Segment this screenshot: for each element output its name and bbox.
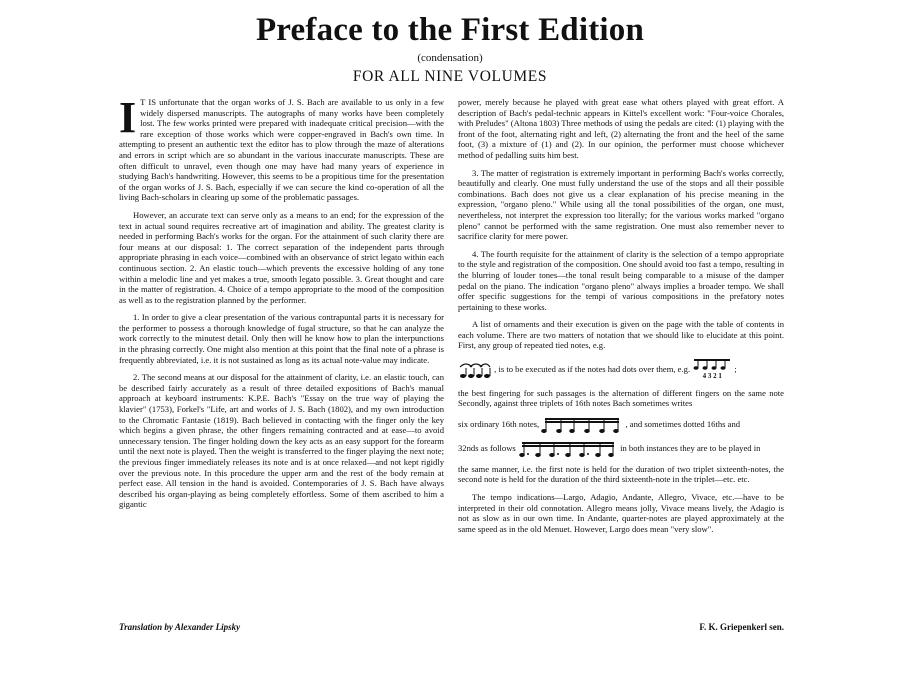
drop-cap: I [119,93,137,142]
paragraph-continued: power, merely because he played with great ease what others played with great effort. A description of Bach's pedal-technic appears in Kittel's excellent work: "Four-voice Chorales, with Preludes" (Altona 1803) Three methods of using the pedals are cited: (1) playing with the front of the foot, alternating right and left, (2) alternating the front and the heel of the same foot, (3) a mixture of (1) and (2). In our opinion, the performer must choose whichever method of pedalling suits him best. [458,97,784,160]
notation-row-tied [458,358,784,382]
page-title: Preface to the First Edition [255,12,645,48]
notation-row-sixteenths [458,416,784,434]
paragraph-accurate-text: However, an accurate text can serve only as a means to an end; for the expression of the text in actual sound requires recreative art of imagination and ability. The greatest clarity is needed in performing Bach's works for the organ. For the attainment of such clarity there are four means at our disposal: 1. The correct separation of the independent parts through appropriate phrasing in each voice—combined with an observance of strict legato within each continuous section. 2. An elastic touch—which prevents the excessive holding of any tone within a melodic line and yet makes a true, smooth legato possible. 3. Great thought and care in the matter of registration. 4. Choice of a tempo appropriate to the mood of the composition as well as to the registration planned by the performer. [119,209,444,305]
notation-text-3: , and sometimes dotted 16ths and [625,418,741,429]
notation-text-1: , is to be executed as if the notes had dots over them, e.g. [494,363,691,374]
tied-notes-notation [458,361,492,379]
dotted-sixteenths-notation [518,440,618,458]
fingering-numbers: 4 3 2 1 [702,372,722,381]
paragraph-intro [119,93,444,203]
page-subtitle: (condensation) [417,52,483,64]
paragraph-point-1: 1. In order to give a clear presentation of the various contrapuntal parts it is necessary for the performer to possess a thorough knowledge of fugal structure, so that he can analyze the work correctly to the minutest detail. Only then will he know how to plan the interpunctions in the phrasing correctly. One might also mention at this point that the final note of a phrase is frequently abbreviated, i.e. it is not sustained as long as its actual note-value may indicate. [119,312,444,365]
right-column [458,97,784,541]
paragraph-same-manner: the same manner, i.e. the first note is held for the duration of two triplet sixteenth-notes, the second note is held for the duration of the third sixteenth-note in the triplet—etc. etc. [458,463,784,485]
notation-text-5: in both instances they are to be played in [620,442,761,453]
sixteenth-notes-notation [541,416,623,434]
paragraph-tempo: The tempo indications—Largo, Adagio, Andante, Allegro, Vivace, etc.—have to be interpreted in their old connotation. Allegro means jolly, Vivace means lively, the Adagio is not as slow as in our own time. In Andante, quarter-notes are played approximately at the same speed as in the old Menuet. However, Largo does mean "very slow". [458,492,784,534]
translator-credit: Translation by Alexander Lipsky [119,622,241,632]
notation-text-2: six ordinary 16th notes, [458,418,540,429]
notation-text-4: 32nds as follows [458,442,516,453]
author-signature: F. K. Griepenkerl sen. [699,622,784,632]
fingering-example [692,358,732,382]
dotted-notes-notation [692,358,732,370]
paragraph-point-3: 3. The matter of registration is extremely important in performing Bach's works correctly, beautifully and clearly. One must fully understand the use of the stops and all their possible combinations. Bach does not give us a clear explanation of his precise meaning in the expression, "organo pleno." While using all the tonal possibilities of the organ, one must, nevertheless, not interpret the expression too literally; for the various works marked "organo pleno" cannot be performed with the same registration. One must also remember never to sacrifice clarity for mere power. [458,167,784,242]
left-column [119,93,444,517]
paragraph-point-4: 4. The fourth requisite for the attainment of clarity is the selection of a tempo appropriate to the style and registration of the composition. One should avoid too fast a tempo, resulting in the blurring of louder tones—the tonal result being comparable to a misuse of the damper pedal on the piano. The indication "organo pleno" always implies a broader tempo. We shall offer specific suggestions for the tempi of various compositions in the prefatory notes pertaining to these works. [458,248,784,312]
notation-row-dotted [458,440,784,458]
notation-end: ; [734,363,737,374]
paragraph-fingering: the best fingering for such passages is the alternation of different fingers on the same note Secondly, against three triplets of 16th notes Bach sometimes writes [458,387,784,409]
section-heading: FOR ALL NINE VOLUMES [352,68,548,85]
paragraph-ornaments: A list of ornaments and their execution is given on the page with the table of contents in each volume. There are two matters of notation that we should like to elucidate at this point. First, any group of repeated tied notes, e.g. [458,319,784,351]
paragraph-point-2: 2. The second means at our disposal for the attainment of clarity, i.e. an elastic touch, can be described fairly accurately as a result of three detailed expositions of Bach's manual approach at keyboard instruments: K.P.E. Bach's "Essay on the true way of playing the klavier" (1753), Forkel's "Life, art and works of J. S. Bach (1802), and my own introduction to the Chromatic Fantasie (1819). Bach believed in contacting with the finger only the key which begins a given phrase, the other fingers remaining contracted and at ease—to avoid unnecessary tension. The finger holding down the key acts as an easy support for the forearm until the next note is played. Then the weight is transferred to the finger playing the next note; the previous finger immediately releases its note and is at once relaxed—and not kept rigidly over the previous note. In this procedure the upper arm and the rest of the body remain at perfect ease. All tension in the hand is avoided. Contemporaries of J. S. Bach have always described his organ-playing as being completely effortless. Some of them ascribed to him a gigantic [119,372,444,510]
paragraph-intro-text: T IS unfortunate that the organ works of J. S. Bach are available to us only in a few widely dispersed manuscripts. The autographs of many works have been completely lost. The few works printed were prepared with inadequate critical precision—with the rare exception of those works which were copper-engraved in Bach's own time. In attempting to present an authentic text the editor has to plow through the maze of alterations and errors in script which are so abundant in the various inaccurate manuscripts. These are often difficult to unravel, even though one may have had many years of experience in studying Bach's handwriting. However, this seems to be a propitious time for the presentation of the organ works of J. S. Bach, especially if we can secure the kind co-operation of all the living Bach-scholars in clearing up some of the problematic passages. [119,97,444,203]
